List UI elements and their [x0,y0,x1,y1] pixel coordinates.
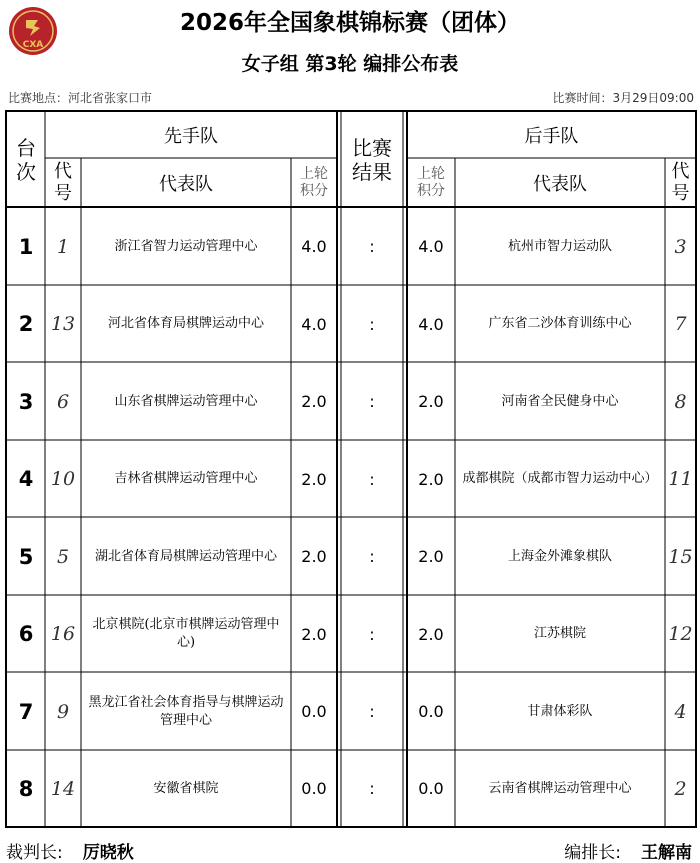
header-home-group: 先手队 [164,126,218,147]
page-title: 2026年全国象棋锦标赛（团体） [179,10,520,36]
header-home-prev-score: 上轮积分 [300,165,328,199]
row-7-away-code: 4 [674,700,687,723]
row-5-home-team: 湖北省体育局棋牌运动管理中心 [94,548,277,564]
row-5-home-score: 2.0 [301,547,327,566]
row-8-away-team: 云南省棋牌运动管理中心 [488,780,632,796]
row-4-away-score: 2.0 [418,469,444,489]
row-6-away-team: 江苏棋院 [533,626,586,641]
row-1-result: : [369,237,375,256]
row-7-home-team: 黑龙江省社会体育指导与棋牌运动管理中心 [88,694,284,728]
referee-name: 厉晓秋 [82,843,134,863]
row-5-home-code: 5 [56,545,70,568]
referee-label: 裁判长: [6,843,63,863]
row-3-result: : [369,392,375,411]
row-5-board: 5 [18,544,34,569]
referee-signature [6,838,134,863]
header-home-team: 代表队 [159,173,213,195]
row-2-away-team: 广东省二沙体育训练中心 [488,316,632,331]
row-1-away-score: 4.0 [418,237,444,256]
row-2-result: : [369,314,375,334]
arbiter-signature [564,838,692,863]
header-away-group: 后手队 [524,126,579,147]
row-1-away-team: 杭州市智力运动队 [507,238,612,254]
row-3-board: 3 [18,389,34,414]
row-3-away-code: 8 [674,390,687,413]
header-away-team: 代表队 [533,173,587,195]
page-subtitle: 女子组 第3轮 编排公布表 [241,53,459,75]
row-2-home-score: 4.0 [301,314,327,334]
logo-text: CXA [22,40,44,50]
header-home-code: 代号 [54,160,72,204]
row-8-result: : [369,779,375,798]
row-6-result: : [369,624,375,644]
arbiter-name: 王解南 [641,843,692,863]
row-7-away-team: 甘肃体彩队 [527,703,593,719]
row-2-home-code: 13 [50,313,76,335]
row-6-board: 6 [18,622,34,646]
row-5-away-code: 15 [668,545,693,568]
row-6-away-code: 12 [668,623,693,645]
row-8-home-team: 安徽省棋院 [153,780,219,796]
row-5-away-team: 上海金外滩象棋队 [507,548,612,564]
header-board: 台次 [16,135,36,184]
row-3-away-team: 河南省全民健身中心 [501,393,619,409]
venue-text: 比赛地点：河北省张家口市 [8,91,153,105]
row-4-home-code: 10 [50,468,76,490]
row-6-home-team: 北京棋院(北京市棋牌运动管理中心) [92,617,280,650]
header-away-code: 代号 [671,160,690,204]
row-2-board: 2 [18,312,34,336]
row-1-away-code: 3 [674,235,687,258]
row-5-away-score: 2.0 [418,547,444,566]
row-8-home-code: 14 [50,777,76,800]
row-8-away-code: 2 [674,777,687,800]
row-6-home-score: 2.0 [301,624,327,644]
row-1-home-team: 浙江省智力运动管理中心 [114,238,258,254]
pairing-table [5,110,697,828]
row-1-home-score: 4.0 [301,237,327,256]
row-4-home-team: 吉林省棋牌运动管理中心 [114,471,258,486]
row-5-result: : [369,547,375,566]
row-1-home-code: 1 [56,235,70,258]
row-3-home-team: 山东省棋牌运动管理中心 [114,393,258,409]
row-3-home-score: 2.0 [301,392,327,411]
row-8-home-score: 0.0 [301,779,327,798]
row-2-away-code: 7 [674,313,687,335]
row-8-away-score: 0.0 [418,779,444,798]
row-2-home-team: 河北省体育局棋牌运动中心 [107,316,264,331]
row-3-away-score: 2.0 [418,392,444,411]
row-4-away-code: 11 [668,468,693,490]
row-6-away-score: 2.0 [418,624,444,644]
row-7-home-code: 9 [56,700,70,723]
arbiter-label: 编排长: [564,843,621,863]
row-8-board: 8 [18,776,34,801]
row-7-board: 7 [18,699,34,724]
row-4-board: 4 [18,467,34,491]
header-result: 比赛结果 [352,135,392,184]
row-2-away-score: 4.0 [418,314,444,334]
row-1-board: 1 [18,234,34,259]
row-7-result: : [369,702,375,721]
header-away-prev-score: 上轮积分 [417,165,445,199]
row-4-home-score: 2.0 [301,469,327,489]
row-7-home-score: 0.0 [301,702,327,721]
time-text: 比赛时间：3月29日09:00 [552,91,694,105]
row-4-away-team: 成都棋院（成都市智力运动中心） [462,471,658,486]
row-6-home-code: 16 [50,623,76,645]
row-3-home-code: 6 [56,390,70,413]
row-7-away-score: 0.0 [418,702,444,721]
row-4-result: : [369,469,375,489]
